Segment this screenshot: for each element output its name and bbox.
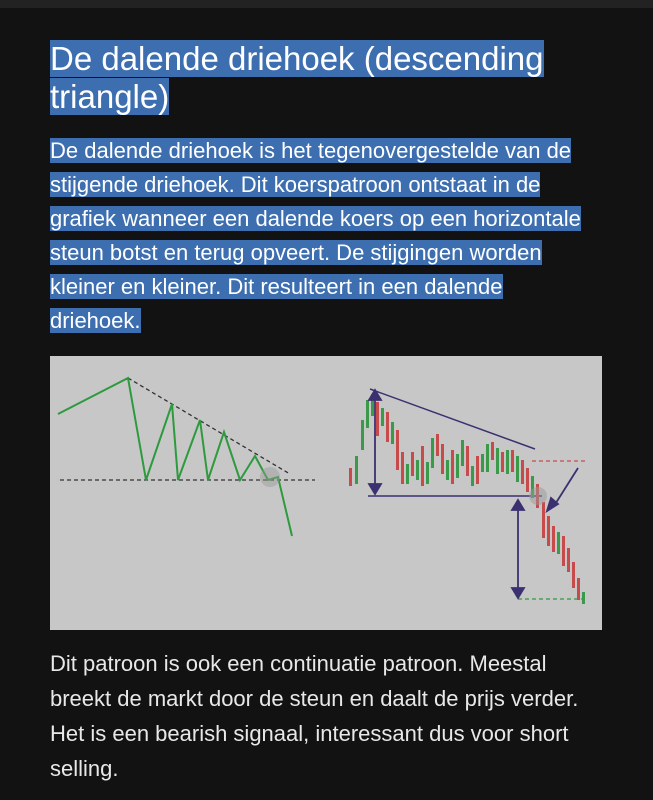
candle xyxy=(542,502,545,538)
candle xyxy=(496,448,499,474)
candlestick-example xyxy=(349,389,586,604)
candle xyxy=(421,446,424,486)
article-content xyxy=(50,40,610,338)
candle xyxy=(486,444,489,472)
illustration-svg xyxy=(50,356,602,630)
candle xyxy=(567,548,570,572)
intro-text: De dalende driehoek is het tegenovergestelde van de stijgende driehoek. Dit koerspatroon ontstaat in de grafiek wanneer een dalende koers op een horizontale steun botst en terug opveert. De stijgingen worden kleiner en kleiner. Dit resulteert in een dalende driehoek. xyxy=(50,138,581,333)
candle xyxy=(361,420,364,450)
candle xyxy=(526,468,529,492)
candle xyxy=(416,460,419,480)
candle xyxy=(481,454,484,472)
candle xyxy=(355,456,358,484)
candle xyxy=(391,422,394,444)
candle xyxy=(547,516,550,546)
candle xyxy=(476,456,479,484)
candle xyxy=(461,440,464,466)
breakout-marker xyxy=(260,467,280,487)
candle xyxy=(451,450,454,484)
candle xyxy=(376,402,379,436)
candle xyxy=(506,450,509,474)
candle xyxy=(577,578,580,600)
candle xyxy=(582,592,585,604)
candle xyxy=(471,466,474,486)
schematic-diagram xyxy=(58,378,315,536)
candles xyxy=(349,394,585,604)
candle xyxy=(349,468,352,486)
article-heading xyxy=(50,40,610,116)
candle xyxy=(456,454,459,478)
candle xyxy=(521,460,524,484)
candle xyxy=(426,462,429,484)
candle xyxy=(401,452,404,484)
intro-paragraph xyxy=(50,134,595,338)
candle xyxy=(366,400,369,428)
candle xyxy=(431,438,434,468)
candle xyxy=(491,442,494,460)
candle xyxy=(386,412,389,442)
target-arrow xyxy=(512,500,524,598)
candle xyxy=(446,460,449,480)
height-arrow xyxy=(369,390,381,494)
top-bar xyxy=(0,0,653,8)
candle xyxy=(511,450,514,472)
breakout-marker-right xyxy=(529,487,547,505)
price-zigzag xyxy=(58,378,292,536)
heading-text: De dalende driehoek (descending triangle) xyxy=(50,40,544,115)
candle xyxy=(501,452,504,472)
upper-trendline xyxy=(370,389,535,449)
candle xyxy=(562,536,565,566)
candle xyxy=(557,532,560,554)
outro-paragraph: Dit patroon is ook een continuatie patroon. Meestal breekt de markt door de steun en daalt de prijs verder. Het is een bearish signaal, interessant dus voor short selling. xyxy=(50,651,579,781)
descending-triangle-illustration xyxy=(50,356,602,630)
candle xyxy=(441,444,444,474)
candle xyxy=(411,452,414,476)
candle xyxy=(552,526,555,552)
candle xyxy=(436,434,439,456)
candle xyxy=(466,446,469,476)
candle xyxy=(572,562,575,588)
candle xyxy=(396,430,399,470)
candle xyxy=(406,464,409,484)
candle xyxy=(516,456,519,482)
candle xyxy=(381,408,384,426)
breakout-pointer-arrow xyxy=(547,468,578,511)
